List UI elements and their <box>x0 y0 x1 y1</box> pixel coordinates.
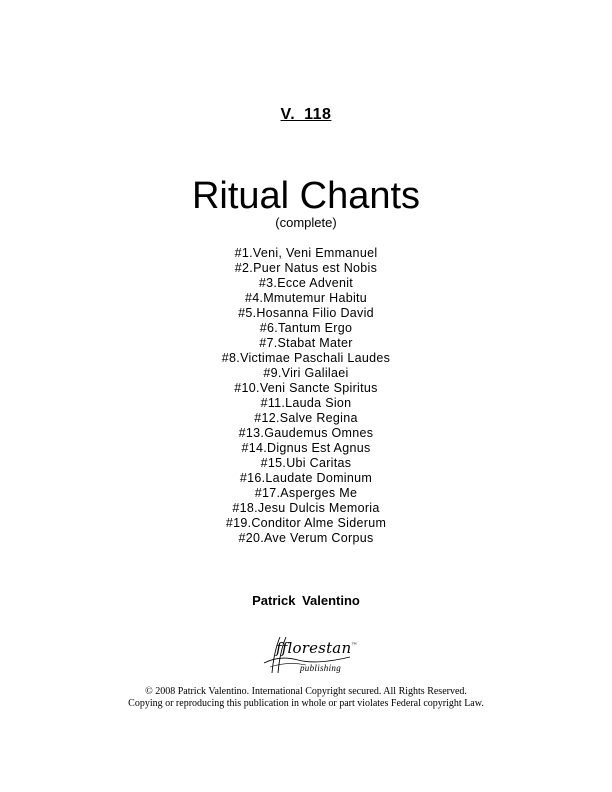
list-item: #18.Jesu Dulcis Memoria <box>232 501 380 515</box>
list-item: #13.Gaudemus Omnes <box>238 426 374 440</box>
publisher-logo-subtitle: publishing <box>300 663 342 673</box>
list-item: #9.Viri Galilaei <box>263 366 349 380</box>
author-name: Patrick Valentino <box>252 593 360 608</box>
list-item: #4.Mmutemur Habitu <box>244 291 368 305</box>
copyright-line: Copying or reproducing this publication in whole or part violates Federal copyright Law. <box>128 698 484 709</box>
list-item: #12.Salve Regina <box>254 411 358 425</box>
chant-list <box>0 246 612 546</box>
list-item: #17.Asperges Me <box>254 486 358 500</box>
list-item: #8.Victimae Paschali Laudes <box>221 351 391 365</box>
list-item: #7.Stabat Mater <box>259 336 353 350</box>
list-item: #10.Veni Sancte Spiritus <box>234 381 378 395</box>
list-item: #1.Veni, Veni Emmanuel <box>234 246 378 260</box>
list-item: #11.Lauda Sion <box>260 396 352 410</box>
list-item: #6.Tantum Ergo <box>259 321 353 335</box>
list-item: #2.Puer Natus est Nobis <box>234 261 378 275</box>
page-title: Ritual Chants <box>191 175 421 217</box>
volume-number: V. 118 <box>280 106 332 123</box>
list-item: #5.Hosanna Filio David <box>238 306 374 320</box>
list-item: #15.Ubi Caritas <box>260 456 352 470</box>
list-item: #16.Laudate Dominum <box>239 471 373 485</box>
page-subtitle: (complete) <box>275 215 337 230</box>
copyright-notice <box>0 686 612 710</box>
list-item: #3.Ecce Advenit <box>258 276 354 290</box>
list-item: #20.Ave Verum Corpus <box>238 531 374 545</box>
publisher-logo-text: fflorestan™ <box>276 639 358 657</box>
copyright-line: © 2008 Patrick Valentino. International Copyright secured. All Rights Reserved. <box>145 686 467 697</box>
publisher-logo <box>258 633 358 681</box>
list-item: #14.Dignus Est Agnus <box>241 441 371 455</box>
list-item: #19.Conditor Alme Siderum <box>225 516 387 530</box>
